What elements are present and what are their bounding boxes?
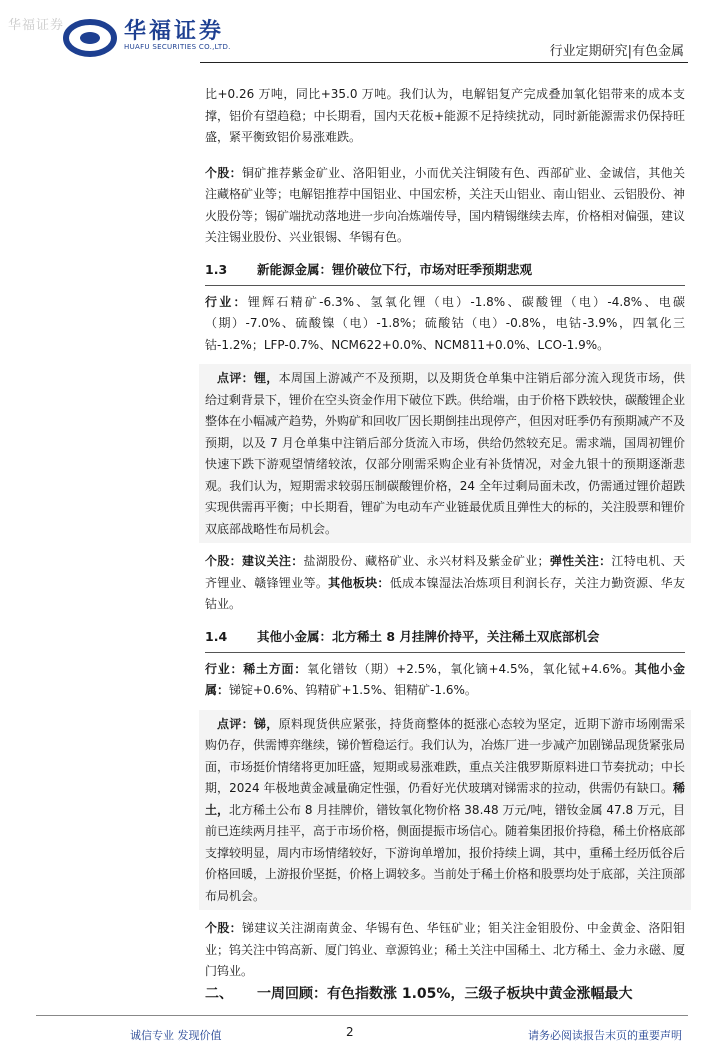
label: 个股： bbox=[205, 165, 242, 180]
paragraph-stocks-2 bbox=[205, 551, 685, 616]
text: 北方稀土公布 8 月挂牌价，镨钕氧化物价格 38.48 万元/吨，镨钕金属 47.8 万元，目前已连续两月挂平，高于市场价格，侧面提振市场信心。随着集团报价持稳，稀土价格底部支撑较明显，周内市场情绪较好，下游询单增加，报价持续上调，其中，重稀土经历低谷后价格回暖，上游报价坚挺，价格上调较多。当前处于稀土价格和股票均处于底部，关注顶部布局机会。 bbox=[205, 802, 686, 903]
brand-name-en: HUAFU SECURITIES CO.,LTD. bbox=[124, 43, 231, 51]
section-number: 1.4 bbox=[205, 628, 228, 644]
brand-name: 华福证券 bbox=[124, 19, 225, 44]
label: 行业： bbox=[205, 294, 248, 309]
paragraph-stocks-3 bbox=[205, 918, 685, 983]
page-number: 2 bbox=[346, 1025, 354, 1039]
paragraph-comment-lithium bbox=[205, 368, 685, 540]
text: 低成本镍湿法冶炼项目利润长存，关注力勤资源、华友钴业。 bbox=[205, 575, 685, 611]
paragraph-stocks-1 bbox=[205, 163, 685, 249]
footer-rule bbox=[36, 1015, 688, 1016]
section-title: 新能源金属：锂价破位下行，市场对旺季预期悲观 bbox=[257, 261, 533, 277]
header-rule bbox=[200, 62, 688, 63]
text: 锑锭+0.6%、钨精矿+1.5%、钼精矿-1.6%。 bbox=[229, 683, 477, 697]
text: 盐湖股份、藏格矿业、永兴材料及紫金矿业； bbox=[303, 554, 550, 568]
label: 其他板块： bbox=[328, 575, 390, 590]
label: 点评：锂， bbox=[217, 371, 279, 385]
text: 江特电机、天齐锂业、赣锋锂业等。 bbox=[205, 554, 685, 590]
section-title: 一周回顾：有色指数涨 1.05%，三级子板块中黄金涨幅最大 bbox=[257, 986, 633, 1002]
section-rule bbox=[205, 652, 685, 653]
footer-disclaimer: 请务必阅读报告末页的重要声明 bbox=[528, 1029, 682, 1042]
label: 行业：稀土方面： bbox=[205, 661, 307, 676]
watermark: 华福证券 bbox=[8, 18, 65, 33]
section-1-4-heading bbox=[205, 626, 685, 648]
paragraph-industry-1 bbox=[205, 292, 685, 357]
section-1-3-heading bbox=[205, 259, 685, 281]
text: 锑建议关注湖南黄金、华锡有色、华钰矿业；钼关注金钼股份、中金黄金、洛阳钼业；钨关注中钨高新、厦门钨业、章源钨业；稀土关注中国稀土、北方稀土、金力永磁、厦门钨业。 bbox=[205, 921, 686, 978]
paragraph-intro: 比+0.26 万吨，同比+35.0 万吨。我们认为，电解铝复产完成叠加氧化铝带来的成本支撑，铝价有望趋稳；中长期看，国内天花板+能源不足持续扰动，同时新能源需求仍保持旺盛，紧平衡致铝价易涨难跌。 bbox=[205, 87, 685, 144]
paragraph-comment-antimony bbox=[205, 714, 685, 908]
text: 原料现货供应紧张，持货商整体的挺涨心态较为坚定，近期下游市场刚需采购仍存，供需博弈继续，锑价暂稳运行。我们认为，冶炼厂进一步减产加剧锑品现货紧张局面，市场挺价情绪将更加旺盛，短期或易涨难跌，重点关注俄罗斯原料进口节奏扰动；中长期，2024 年极地黄金减量确定性强，仍看好光伏玻璃对锑需求的拉动，供需仍有缺口。 bbox=[205, 716, 686, 795]
section-number: 二、 bbox=[205, 986, 233, 1002]
text: 铜矿推荐紫金矿业、洛阳钼业，小而优关注铜陵有色、西部矿业、金诚信，其他关注藏格矿业等；电解铝推荐中国铝业、中国宏桥，关注天山铝业、南山铝业、云铝股份、神火股份等；锡矿端扰动落地进一步向冶炼端传导，国内精锡继续去库，价格相对偏强，建议关注锡业股份、兴业银锡、华锡有色。 bbox=[205, 165, 686, 244]
text: 氧化镨钕（期）+2.5%，氧化镝+4.5%，氧化铽+4.6%。 bbox=[306, 661, 635, 676]
section-2-heading bbox=[205, 983, 685, 1003]
section-number: 1.3 bbox=[205, 261, 228, 277]
text: 本周国上游减产不及预期，以及期货仓单集中注销后部分流入现货市场，供给过剩背景下，锂价在空头资金作用下破位下跌。供给端，由于价格下跌较快，碳酸锂企业整体在小幅减产趋势，外购矿和回收厂因长期倒挂出现停产，但因对旺季仍有预期减产不及预期，以及 7 月仓单集中注销后部分货流入市场，供给仍然较充足。需求端，国周初锂价快速下跌下游观望情绪较浓，仅部分刚需采购企业有补货情况，对金九银十的预期逐渐悲观。我们认为，短期需求较弱压制碳酸锂价格，24 全年过剩局面未改，仍需通过锂价超跌实现供需再平衡；中长期看，锂矿为电动车产业链最优质且弹性大的标的，关注股票和锂价双底部战略性布局机会。 bbox=[205, 371, 686, 536]
footer-slogan: 诚信专业 发现价值 bbox=[130, 1029, 222, 1042]
label: 稀土， bbox=[205, 781, 685, 817]
report-type: 行业定期研究|有色金属 bbox=[549, 44, 684, 59]
label: 弹性关注： bbox=[549, 554, 612, 568]
text: 锂辉石精矿-6.3%、氢氧化锂（电）-1.8%、碳酸锂（电）-4.8%、电碳（期）-7.0%、硫酸镍（电）-1.8%；硫酸钴（电）-0.8%，电钴-3.9%，四氧化三钴-1.2%；LFP-0.7%、NCM622+0.0%、NCM811+0.0%、LCO-1.9%。 bbox=[205, 294, 685, 352]
label: 个股： bbox=[205, 921, 242, 935]
label: 点评：锑， bbox=[217, 716, 279, 731]
report-body bbox=[205, 84, 685, 983]
section-title: 其他小金属：北方稀土 8 月挂牌价持平，关注稀土双底部机会 bbox=[257, 628, 600, 644]
label: 个股：建议关注： bbox=[205, 554, 304, 568]
paragraph-industry-2 bbox=[205, 659, 685, 702]
comment-box-lithium bbox=[199, 364, 691, 543]
label: 其他小金属： bbox=[205, 661, 685, 697]
section-rule bbox=[205, 285, 685, 286]
comment-box-antimony bbox=[199, 710, 691, 911]
huafu-logo-icon bbox=[62, 16, 122, 60]
